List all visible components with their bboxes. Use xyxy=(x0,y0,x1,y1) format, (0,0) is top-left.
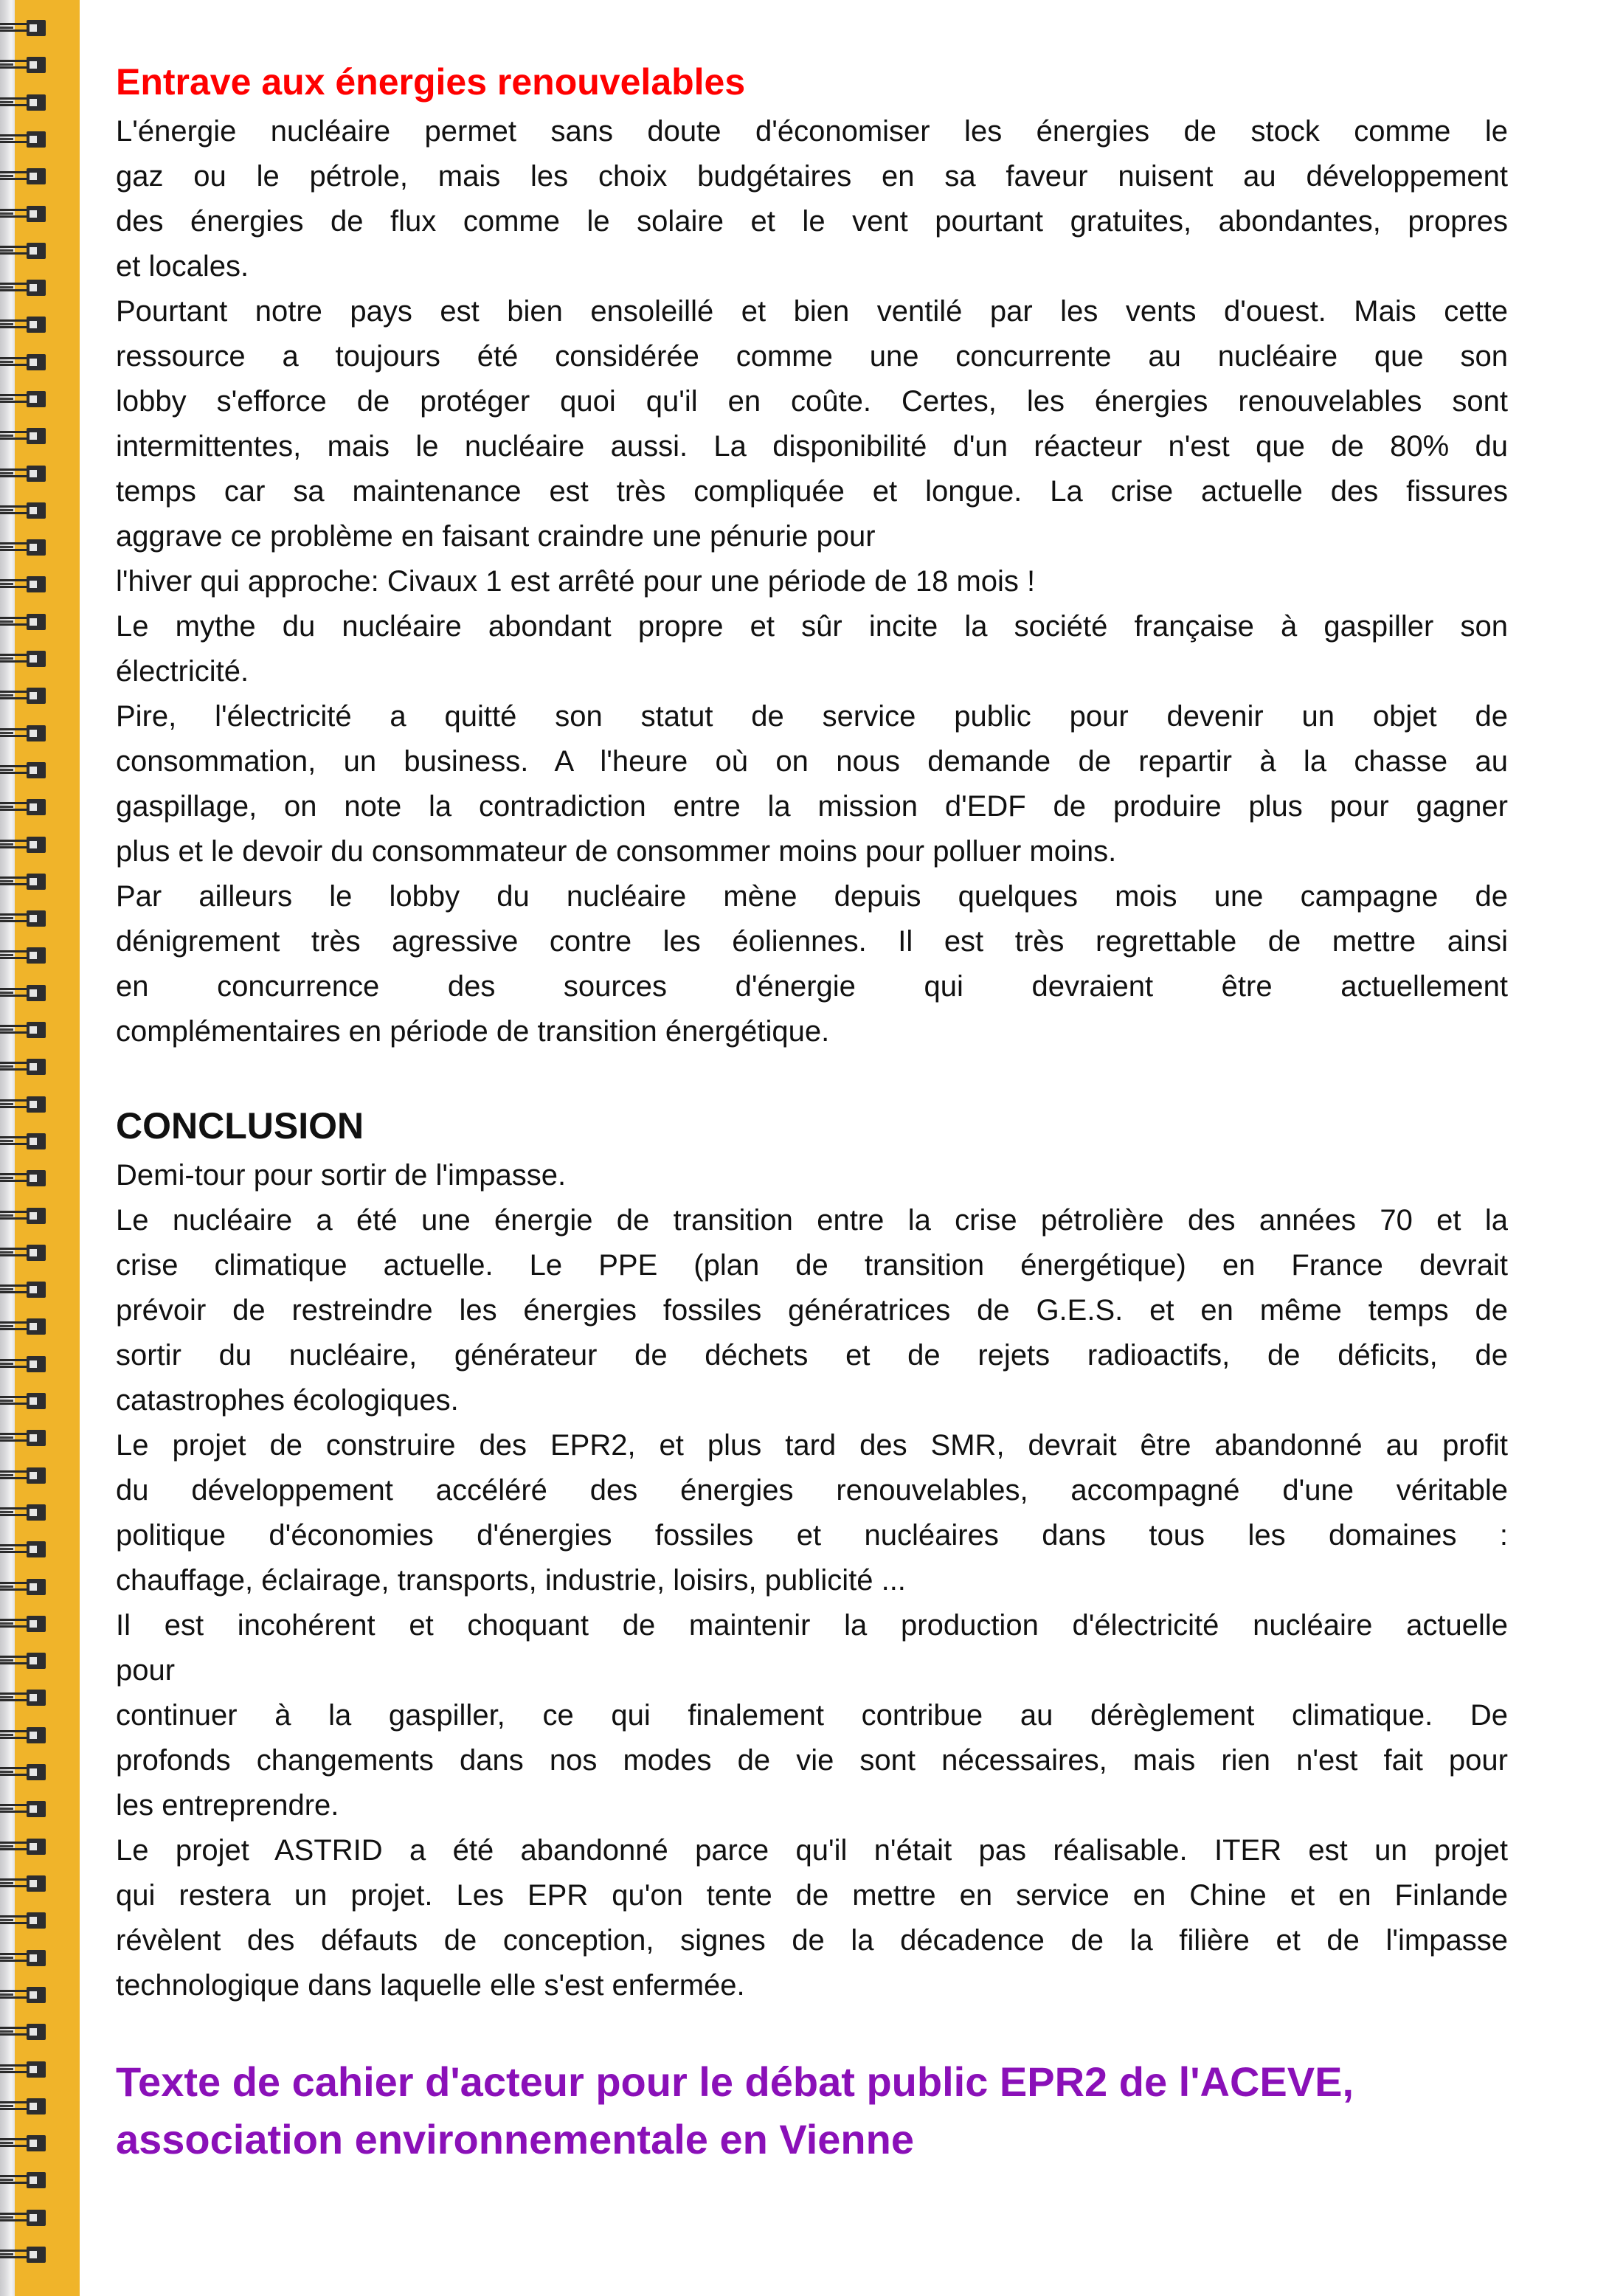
section-renewables-body xyxy=(116,109,1508,1054)
text-line-content: électricité. xyxy=(116,655,249,688)
coil-icon xyxy=(0,466,46,482)
coil-icon xyxy=(0,94,46,111)
coil-icon xyxy=(0,131,46,148)
coil-icon xyxy=(0,1950,46,1966)
footer-line: Texte de cahier d'acteur pour le débat public EPR2 de l'ACEVE, xyxy=(116,2058,1354,2105)
section-conclusion xyxy=(116,1104,1508,1149)
coil-icon xyxy=(0,2135,46,2151)
coil-icon xyxy=(0,1616,46,1632)
text-line-content: en concurrence des sources d'énergie qui devraient être actuellement xyxy=(116,970,1508,1003)
text-line-content: Le projet ASTRID a été abandonné parce qu'il n'était pas réalisable. ITER est un projet xyxy=(116,1834,1508,1867)
coil-icon xyxy=(0,1318,46,1335)
coil-icon xyxy=(0,2247,46,2263)
coil-icon xyxy=(0,502,46,519)
text-line xyxy=(116,1198,1508,1243)
coil-icon xyxy=(0,1170,46,1186)
text-line xyxy=(116,1423,1508,1468)
section-heading-renewables: Entrave aux énergies renouvelables xyxy=(116,61,746,103)
section-renewables xyxy=(116,60,1508,105)
section-heading-conclusion: CONCLUSION xyxy=(116,1105,364,1147)
text-line xyxy=(116,1243,1508,1288)
coil-icon xyxy=(0,2061,46,2078)
text-line xyxy=(116,559,1508,604)
text-line-content: ressource a toujours été considérée comme une concurrente au nucléaire que son xyxy=(116,340,1508,373)
coil-icon xyxy=(0,614,46,630)
text-line xyxy=(116,1009,1508,1054)
coil-icon xyxy=(0,1504,46,1521)
text-line-content: plus et le devoir du consommateur de consommer moins pour polluer moins. xyxy=(116,835,1117,868)
coil-icon xyxy=(0,910,46,927)
text-line-content: Le projet de construire des EPR2, et plus tard des SMR, devrait être abandonné au profit xyxy=(116,1429,1508,1462)
text-line xyxy=(116,1333,1508,1378)
text-line-content: du développement accéléré des énergies renouvelables, accompagné d'une véritable xyxy=(116,1474,1508,1507)
text-line-content: intermittentes, mais le nucléaire aussi. La disponibilité d'un réacteur n'est que de 80% du xyxy=(116,430,1508,463)
coil-icon xyxy=(0,428,46,444)
coil-icon xyxy=(0,1875,46,1892)
text-line-content: lobby s'efforce de protéger quoi qu'il en coûte. Certes, les énergies renouvelables sont xyxy=(116,385,1508,418)
text-line-content: Demi-tour pour sortir de l'impasse. xyxy=(116,1159,567,1192)
text-line xyxy=(116,1468,1508,1513)
coil-icon xyxy=(0,725,46,741)
text-line xyxy=(116,199,1508,244)
section-conclusion-body xyxy=(116,1153,1508,2008)
footer-credit xyxy=(116,2053,1508,2168)
coil-icon xyxy=(0,1245,46,1261)
coil-icon xyxy=(0,280,46,296)
text-line xyxy=(116,829,1508,874)
footer-line: association environnementale en Vienne xyxy=(116,2116,914,2162)
coil-icon xyxy=(0,1430,46,1446)
text-line-content: profonds changements dans nos modes de vie sont nécessaires, mais rien n'est fait pour xyxy=(116,1744,1508,1777)
text-line xyxy=(116,1288,1508,1333)
text-line xyxy=(116,649,1508,694)
text-line-content: Le nucléaire a été une énergie de transition entre la crise pétrolière des années 70 et la xyxy=(116,1204,1508,1237)
text-line-content: politique d'économies d'énergies fossiles et nucléaires dans tous les domaines : xyxy=(116,1519,1508,1552)
coil-icon xyxy=(0,837,46,853)
coil-icon xyxy=(0,1541,46,1557)
text-line-content: continuer à la gaspiller, ce qui finalement contribue au dérèglement climatique. De xyxy=(116,1699,1508,1732)
coil-icon xyxy=(0,799,46,815)
coil-icon xyxy=(0,1282,46,1298)
text-line-content: catastrophes écologiques. xyxy=(116,1384,459,1417)
text-line-content: aggrave ce problème en faisant craindre une pénurie pour xyxy=(116,520,876,553)
text-line xyxy=(116,514,1508,559)
coil-icon xyxy=(0,1579,46,1595)
coil-icon xyxy=(0,2024,46,2040)
text-line-content: les entreprendre. xyxy=(116,1789,339,1822)
text-line xyxy=(116,379,1508,424)
coil-icon xyxy=(0,1356,46,1372)
text-line xyxy=(116,604,1508,649)
text-line-content: complémentaires en période de transition énergétique. xyxy=(116,1015,830,1048)
coil-icon xyxy=(0,1393,46,1409)
text-line xyxy=(116,1738,1508,1783)
coil-icon xyxy=(0,1727,46,1743)
text-line-content: révèlent des défauts de conception, signes de la décadence de la filière et de l'impasse xyxy=(116,1924,1508,1957)
coil-icon xyxy=(0,1690,46,1706)
coil-icon xyxy=(0,2098,46,2115)
text-line-content: gaz ou le pétrole, mais les choix budgétaires en sa faveur nuisent au développement xyxy=(116,160,1508,193)
coil-icon xyxy=(0,354,46,370)
coil-icon xyxy=(0,1912,46,1929)
coil-icon xyxy=(0,1059,46,1075)
text-line xyxy=(116,154,1508,199)
coil-icon xyxy=(0,57,46,73)
coil-icon xyxy=(0,20,46,36)
text-line-content: des énergies de flux comme le solaire et le vent pourtant gratuites, abondantes, propres xyxy=(116,205,1508,238)
text-line-content: et locales. xyxy=(116,250,249,283)
text-line-content: gaspillage, on note la contradiction entre la mission d'EDF de produire plus pour gagner xyxy=(116,790,1508,823)
coil-icon xyxy=(0,947,46,964)
coil-icon xyxy=(0,168,46,184)
coil-icon xyxy=(0,2210,46,2226)
coil-icon xyxy=(0,1839,46,1855)
text-line xyxy=(116,1378,1508,1423)
text-line-content: chauffage, éclairage, transports, industrie, loisirs, publicité ... xyxy=(116,1564,906,1597)
coil-icon xyxy=(0,651,46,667)
text-line-content: consommation, un business. A l'heure où on nous demande de repartir à la chasse au xyxy=(116,745,1508,778)
text-line-content: l'hiver qui approche: Civaux 1 est arrêté pour une période de 18 mois ! xyxy=(116,565,1036,598)
text-line xyxy=(116,1648,1508,1693)
coil-icon xyxy=(0,1653,46,1669)
text-line-content: dénigrement très agressive contre les éoliennes. Il est très regrettable de mettre ainsi xyxy=(116,925,1508,958)
coil-icon xyxy=(0,1133,46,1149)
coil-icon xyxy=(0,1208,46,1224)
coil-icon xyxy=(0,1022,46,1038)
text-line xyxy=(116,1153,1508,1198)
coil-icon xyxy=(0,1467,46,1484)
text-line xyxy=(116,109,1508,154)
coil-icon xyxy=(0,317,46,333)
text-line xyxy=(116,739,1508,784)
text-line xyxy=(116,1558,1508,1603)
coil-icon xyxy=(0,1801,46,1817)
text-line-content: temps car sa maintenance est très compliquée et longue. La crise actuelle des fissures xyxy=(116,475,1508,508)
coil-icon xyxy=(0,762,46,778)
text-line xyxy=(116,1873,1508,1918)
text-line-content: Pire, l'électricité a quitté son statut de service public pour devenir un objet de xyxy=(116,700,1508,733)
text-line xyxy=(116,919,1508,964)
text-line xyxy=(116,1918,1508,1963)
coil-icon xyxy=(0,874,46,890)
text-line-content: Le mythe du nucléaire abondant propre et sûr incite la société française à gaspiller son xyxy=(116,610,1508,643)
text-line-content: crise climatique actuelle. Le PPE (plan de transition énergétique) en France devrait xyxy=(116,1249,1508,1282)
text-line-content: Pourtant notre pays est bien ensoleillé et bien ventilé par les vents d'ouest. Mais cette xyxy=(116,295,1508,328)
coil-icon xyxy=(0,576,46,592)
text-line xyxy=(116,1693,1508,1738)
coil-icon xyxy=(0,1987,46,2003)
coil-icon xyxy=(0,206,46,222)
coil-icon xyxy=(0,243,46,259)
text-line-content: sortir du nucléaire, générateur de déchets et de rejets radioactifs, de déficits, de xyxy=(116,1339,1508,1372)
text-line xyxy=(116,874,1508,919)
text-line xyxy=(116,469,1508,514)
text-line xyxy=(116,964,1508,1009)
coil-icon xyxy=(0,688,46,704)
text-line-content: L'énergie nucléaire permet sans doute d'économiser les énergies de stock comme le xyxy=(116,115,1508,148)
coil-icon xyxy=(0,1764,46,1780)
text-line-content: pour xyxy=(116,1654,176,1687)
text-line xyxy=(116,1828,1508,1873)
coil-icon xyxy=(0,391,46,407)
spiral-binding xyxy=(0,0,80,2296)
text-line-content: Par ailleurs le lobby du nucléaire mène depuis quelques mois une campagne de xyxy=(116,880,1508,913)
text-line xyxy=(116,1603,1508,1648)
coil-icon xyxy=(0,539,46,556)
text-line xyxy=(116,694,1508,739)
text-line-content: Il est incohérent et choquant de maintenir la production d'électricité nucléaire actuelle xyxy=(116,1609,1508,1642)
text-line xyxy=(116,1963,1508,2008)
text-line xyxy=(116,244,1508,289)
coil-icon xyxy=(0,985,46,1001)
text-line xyxy=(116,334,1508,379)
text-line xyxy=(116,1783,1508,1828)
text-line xyxy=(116,784,1508,829)
text-line xyxy=(116,1513,1508,1558)
text-line-content: technologique dans laquelle elle s'est enfermée. xyxy=(116,1969,745,2002)
coil-icon xyxy=(0,2172,46,2188)
text-line xyxy=(116,289,1508,334)
coil-icon xyxy=(0,1096,46,1113)
text-line-content: qui restera un projet. Les EPR qu'on tente de mettre en service en Chine et en Finlande xyxy=(116,1879,1508,1912)
text-line-content: prévoir de restreindre les énergies fossiles génératrices de G.E.S. et en même temps de xyxy=(116,1294,1508,1327)
text-line xyxy=(116,424,1508,469)
